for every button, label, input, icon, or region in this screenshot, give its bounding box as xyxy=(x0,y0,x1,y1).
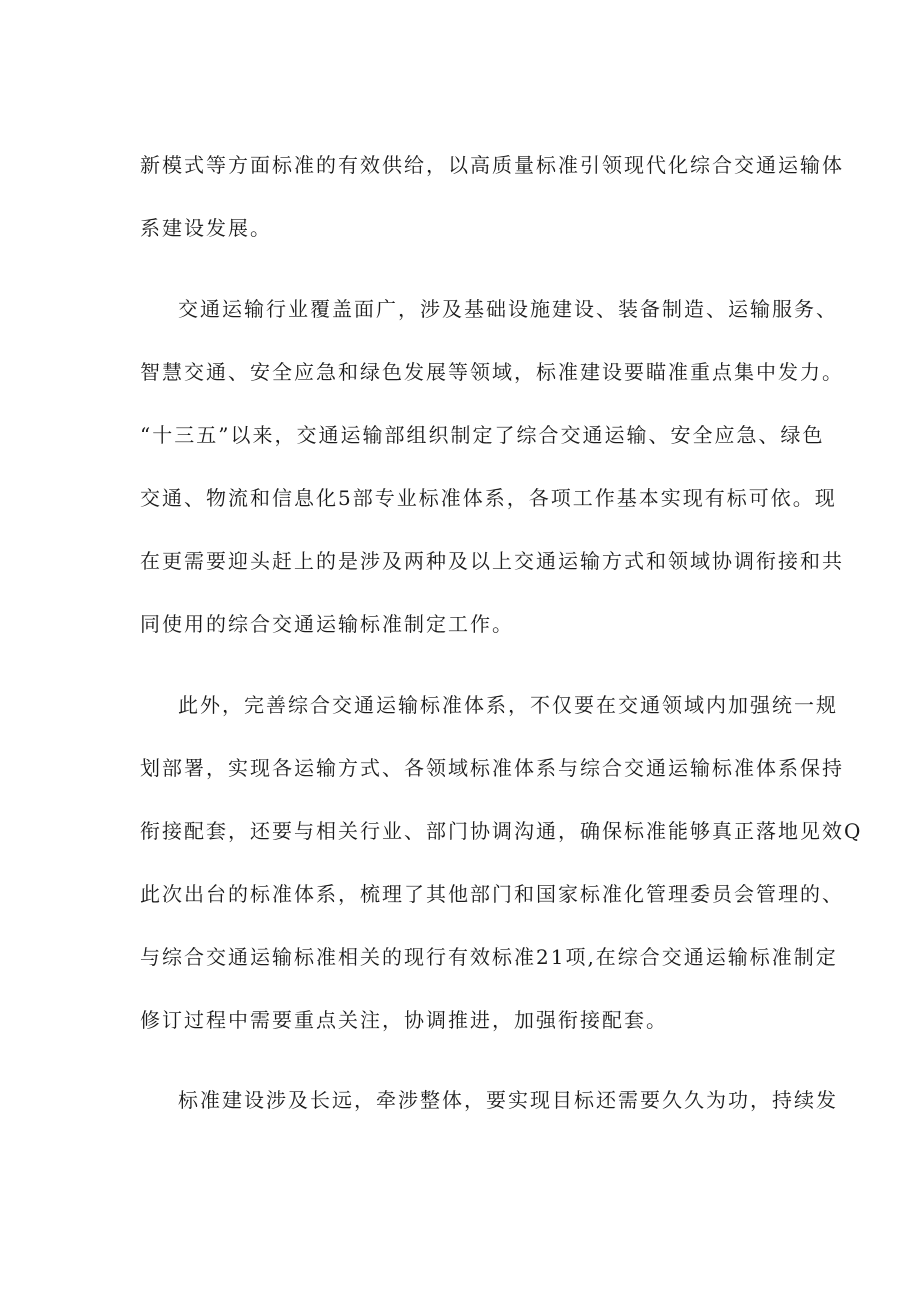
text-line: 衔接配套，还要与相关行业、部门协调沟通，确保标准能够真正落地见效Q xyxy=(140,819,863,843)
text-line: 系建设发展。 xyxy=(140,216,272,240)
text-line: 标准建设涉及长远，牵涉整体，要实现目标还需要久久为功，持续发 xyxy=(178,1088,838,1112)
text-line: 此外，完善综合交通运输标准体系，不仅要在交通领域内加强统一规 xyxy=(178,693,838,717)
text-line: 此次出台的标准体系，梳理了其他部门和国家标准化管理委员会管理的、 xyxy=(140,882,844,906)
text-line: 修订过程中需要重点关注，协调推进，加强衔接配套。 xyxy=(140,1008,668,1032)
text-line: 新模式等方面标准的有效供给，以高质量标准引领现代化综合交通运输体 xyxy=(140,153,844,177)
text-line: 同使用的综合交通运输标准制定工作。 xyxy=(140,612,514,636)
text-line: 智慧交通、安全应急和绿色发展等领域，标准建设要瞄准重点集中发力。 xyxy=(140,360,844,384)
text-line: 在更需要迎头赶上的是涉及两种及以上交通运输方式和领域协调衔接和共 xyxy=(140,549,844,573)
text-line: 交通运输行业覆盖面广，涉及基础设施建设、装备制造、运输服务、 xyxy=(178,297,838,321)
text-line: 与综合交通运输标准相关的现行有效标准21项,在综合交通运输标准制定 xyxy=(140,945,838,969)
text-line: “十三五”以来，交通运输部组织制定了综合交通运输、安全应急、绿色 xyxy=(140,423,825,447)
text-line: 划部署，实现各运输方式、各领域标准体系与综合交通运输标准体系保持 xyxy=(140,756,844,780)
text-line: 交通、物流和信息化5部专业标准体系，各项工作基本实现有标可依。现 xyxy=(140,486,837,510)
